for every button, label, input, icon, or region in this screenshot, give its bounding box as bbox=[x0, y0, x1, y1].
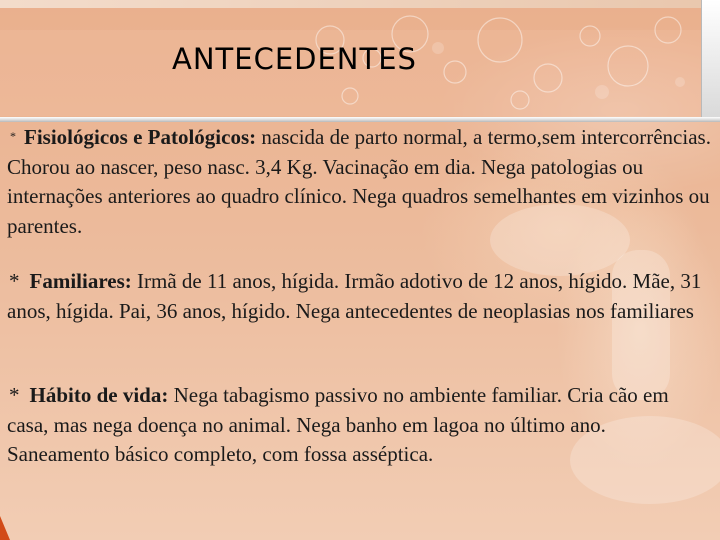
section-text: nascida de parto normal, a termo,sem intercorrências. Chorou ao nascer, peso nasc. 3,4 Kg. Vacinação em dia. Nega patologias ou internações anteriores ao quadro clínico. Nega quadros semelhantes em vizinhos ou parentes. bbox=[7, 125, 711, 238]
section-fisiologicos bbox=[7, 122, 713, 241]
bullet-icon: * bbox=[9, 269, 20, 293]
section-familiares bbox=[7, 267, 713, 326]
bullet-icon: * bbox=[9, 383, 20, 407]
corner-accent bbox=[0, 516, 10, 540]
section-label: Familiares: bbox=[29, 269, 132, 293]
bullet-icon: * bbox=[10, 129, 16, 143]
section-text: Nega tabagismo passivo no ambiente familiar. Cria cão em casa, mas nega doença no animal. Nega banho em lagoa no último ano. Saneamento básico completo, com fossa asséptica. bbox=[7, 383, 669, 466]
window-corner-box bbox=[701, 0, 720, 118]
slide-title: ANTECEDENTES bbox=[172, 42, 417, 76]
section-text: Irmã de 11 anos, hígida. Irmão adotivo de 12 anos, hígido. Mãe, 31 anos, hígida. Pai, 36 anos, hígido. Nega antecedentes de neoplasias nos familiares bbox=[7, 269, 702, 323]
section-label: Fisiológicos e Patológicos: bbox=[24, 125, 257, 149]
section-label: Hábito de vida: bbox=[29, 383, 169, 407]
section-habito-de-vida bbox=[7, 381, 713, 470]
